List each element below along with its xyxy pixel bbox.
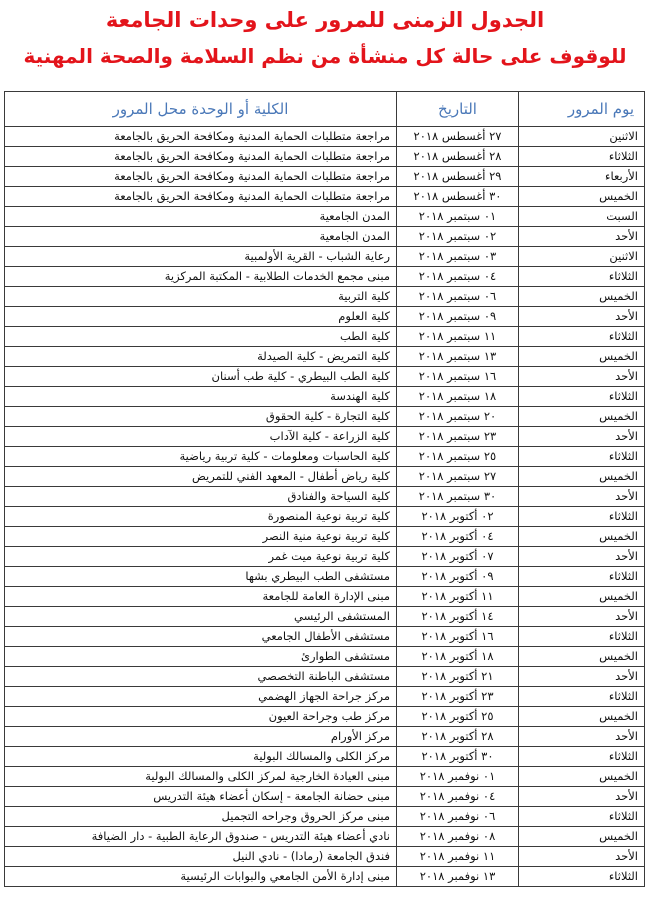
date-cell: ٣٠ أكتوبر ٢٠١٨ [397,747,519,767]
place-cell: مستشفى الباطنة التخصصي [5,667,397,687]
day-cell: الخميس [519,187,645,207]
table-row [5,847,645,867]
schedule-table [4,91,645,887]
date-cell: ٠٩ أكتوبر ٢٠١٨ [397,567,519,587]
place-cell: مركز الكلى والمسالك البولية [5,747,397,767]
day-cell: الثلاثاء [519,627,645,647]
day-cell: الأحد [519,487,645,507]
day-cell: الثلاثاء [519,447,645,467]
date-cell: ٢٣ سبتمبر ٢٠١٨ [397,427,519,447]
day-cell: الأحد [519,427,645,447]
date-cell: ٢٣ أكتوبر ٢٠١٨ [397,687,519,707]
date-cell: ٠٦ سبتمبر ٢٠١٨ [397,287,519,307]
day-cell: الخميس [519,767,645,787]
table-row [5,587,645,607]
table-header-row [5,92,645,127]
date-cell: ٢٥ سبتمبر ٢٠١٨ [397,447,519,467]
day-cell: الأحد [519,847,645,867]
table-row [5,307,645,327]
place-cell: مركز طب وجراحة العيون [5,707,397,727]
date-cell: ٣٠ سبتمبر ٢٠١٨ [397,487,519,507]
table-row [5,807,645,827]
date-cell: ١٨ سبتمبر ٢٠١٨ [397,387,519,407]
day-cell: الخميس [519,467,645,487]
place-cell: مستشفى الطوارئ [5,647,397,667]
date-cell: ٠٦ نوفمبر ٢٠١٨ [397,807,519,827]
header-day: يوم المرور [519,92,645,127]
date-cell: ٠١ سبتمبر ٢٠١٨ [397,207,519,227]
table-row [5,487,645,507]
day-cell: الثلاثاء [519,387,645,407]
table-row [5,647,645,667]
place-cell: مراجعة متطلبات الحماية المدنية ومكافحة الحريق بالجامعة [5,127,397,147]
table-row [5,547,645,567]
place-cell: مبنى مركز الحروق وجراحه التجميل [5,807,397,827]
table-row [5,687,645,707]
place-cell: فندق الجامعة (رمادا) - نادي النيل [5,847,397,867]
day-cell: الخميس [519,587,645,607]
place-cell: كلية تربية نوعية منية النصر [5,527,397,547]
day-cell: الأربعاء [519,167,645,187]
day-cell: الخميس [519,647,645,667]
table-row [5,607,645,627]
document-header [0,6,650,70]
place-cell: مبنى مجمع الخدمات الطلابية - المكتبة المركزية [5,267,397,287]
place-cell: مركز جراحة الجهاز الهضمي [5,687,397,707]
table-row [5,367,645,387]
date-cell: ٢٧ أغسطس ٢٠١٨ [397,127,519,147]
place-cell: كلية رياض أطفال - المعهد الفني للتمريض [5,467,397,487]
date-cell: ١٦ أكتوبر ٢٠١٨ [397,627,519,647]
day-cell: الخميس [519,827,645,847]
table-row [5,327,645,347]
day-cell: الخميس [519,347,645,367]
place-cell: رعاية الشباب - القرية الأولمبية [5,247,397,267]
date-cell: ١٣ نوفمبر ٢٠١٨ [397,867,519,887]
place-cell: مبنى الإدارة العامة للجامعة [5,587,397,607]
table-row [5,407,645,427]
place-cell: كلية الحاسبات ومعلومات - كلية تربية رياضية [5,447,397,467]
table-row [5,707,645,727]
table-row [5,507,645,527]
place-cell: كلية الطب البيطري - كلية طب أسنان [5,367,397,387]
day-cell: الأحد [519,367,645,387]
date-cell: ٠٢ أكتوبر ٢٠١٨ [397,507,519,527]
day-cell: الاثنين [519,127,645,147]
place-cell: كلية التجارة - كلية الحقوق [5,407,397,427]
date-cell: ١١ نوفمبر ٢٠١٨ [397,847,519,867]
table-row [5,747,645,767]
date-cell: ٠٢ سبتمبر ٢٠١٨ [397,227,519,247]
day-cell: الأحد [519,307,645,327]
place-cell: كلية تربية نوعية المنصورة [5,507,397,527]
table-row [5,467,645,487]
day-cell: الثلاثاء [519,867,645,887]
place-cell: نادي أعضاء هيئة التدريس - صندوق الرعاية الطبية - دار الضيافة [5,827,397,847]
table-row [5,427,645,447]
place-cell: مستشفى الطب البيطري بشها [5,567,397,587]
day-cell: الثلاثاء [519,567,645,587]
date-cell: ٢٨ أغسطس ٢٠١٨ [397,147,519,167]
place-cell: كلية التمريض - كلية الصيدلة [5,347,397,367]
header-date: التاريخ [397,92,519,127]
place-cell: مراجعة متطلبات الحماية المدنية ومكافحة الحريق بالجامعة [5,167,397,187]
date-cell: ٢٠ سبتمبر ٢٠١٨ [397,407,519,427]
table-row [5,187,645,207]
date-cell: ٠٤ نوفمبر ٢٠١٨ [397,787,519,807]
table-row [5,387,645,407]
day-cell: الثلاثاء [519,507,645,527]
date-cell: ٠١ نوفمبر ٢٠١٨ [397,767,519,787]
table-row [5,227,645,247]
date-cell: ٢١ أكتوبر ٢٠١٨ [397,667,519,687]
date-cell: ٢٥ أكتوبر ٢٠١٨ [397,707,519,727]
page-title: الجدول الزمنى للمرور على وحدات الجامعة [105,8,545,32]
table-row [5,667,645,687]
table-row [5,627,645,647]
day-cell: الأحد [519,727,645,747]
table-row [5,767,645,787]
table-row [5,207,645,227]
table-row [5,127,645,147]
date-cell: ٢٨ أكتوبر ٢٠١٨ [397,727,519,747]
place-cell: مبنى حضانة الجامعة - إسكان أعضاء هيئة التدريس [5,787,397,807]
day-cell: الأحد [519,667,645,687]
place-cell: كلية تربية نوعية ميت غمر [5,547,397,567]
place-cell: المدن الجامعية [5,207,397,227]
day-cell: الخميس [519,407,645,427]
schedule-table-container [4,91,644,887]
table-row [5,347,645,367]
table-row [5,867,645,887]
place-cell: مراجعة متطلبات الحماية المدنية ومكافحة الحريق بالجامعة [5,147,397,167]
date-cell: ٢٩ أغسطس ٢٠١٨ [397,167,519,187]
table-row [5,287,645,307]
table-row [5,787,645,807]
place-cell: المستشفى الرئيسي [5,607,397,627]
table-row [5,827,645,847]
date-cell: ٠٧ أكتوبر ٢٠١٨ [397,547,519,567]
day-cell: الثلاثاء [519,327,645,347]
date-cell: ٣٠ أغسطس ٢٠١٨ [397,187,519,207]
header-place: الكلية أو الوحدة محل المرور [5,92,397,127]
place-cell: كلية العلوم [5,307,397,327]
date-cell: ٠٩ سبتمبر ٢٠١٨ [397,307,519,327]
date-cell: ١٦ سبتمبر ٢٠١٨ [397,367,519,387]
date-cell: ١٣ سبتمبر ٢٠١٨ [397,347,519,367]
day-cell: الخميس [519,287,645,307]
place-cell: مبنى إدارة الأمن الجامعي والبوابات الرئيسية [5,867,397,887]
date-cell: ٢٧ سبتمبر ٢٠١٨ [397,467,519,487]
table-row [5,447,645,467]
date-cell: ٠٣ سبتمبر ٢٠١٨ [397,247,519,267]
day-cell: الأحد [519,227,645,247]
day-cell: الأحد [519,547,645,567]
table-row [5,567,645,587]
place-cell: مراجعة متطلبات الحماية المدنية ومكافحة الحريق بالجامعة [5,187,397,207]
place-cell: المدن الجامعية [5,227,397,247]
day-cell: السبت [519,207,645,227]
date-cell: ١٨ أكتوبر ٢٠١٨ [397,647,519,667]
place-cell: كلية الزراعة - كلية الآداب [5,427,397,447]
table-row [5,267,645,287]
date-cell: ١١ أكتوبر ٢٠١٨ [397,587,519,607]
day-cell: الثلاثاء [519,267,645,287]
place-cell: مركز الأورام [5,727,397,747]
place-cell: مستشفى الأطفال الجامعي [5,627,397,647]
day-cell: الثلاثاء [519,147,645,167]
table-row [5,727,645,747]
date-cell: ١٤ أكتوبر ٢٠١٨ [397,607,519,627]
place-cell: كلية الطب [5,327,397,347]
date-cell: ٠٤ أكتوبر ٢٠١٨ [397,527,519,547]
day-cell: الخميس [519,527,645,547]
table-row [5,147,645,167]
date-cell: ٠٤ سبتمبر ٢٠١٨ [397,267,519,287]
page-subtitle: للوقوف على حالة كل منشأة من نظم السلامة والصحة المهنية [23,44,627,68]
place-cell: كلية السياحة والفنادق [5,487,397,507]
date-cell: ٠٨ نوفمبر ٢٠١٨ [397,827,519,847]
place-cell: مبنى العيادة الخارجية لمركز الكلى والمسالك البولية [5,767,397,787]
day-cell: الاثنين [519,247,645,267]
table-row [5,247,645,267]
table-body [5,127,645,887]
table-row [5,167,645,187]
place-cell: كلية الهندسة [5,387,397,407]
day-cell: الثلاثاء [519,807,645,827]
day-cell: الثلاثاء [519,747,645,767]
date-cell: ١١ سبتمبر ٢٠١٨ [397,327,519,347]
day-cell: الأحد [519,607,645,627]
place-cell: كلية التربية [5,287,397,307]
day-cell: الأحد [519,787,645,807]
table-row [5,527,645,547]
day-cell: الثلاثاء [519,687,645,707]
day-cell: الخميس [519,707,645,727]
